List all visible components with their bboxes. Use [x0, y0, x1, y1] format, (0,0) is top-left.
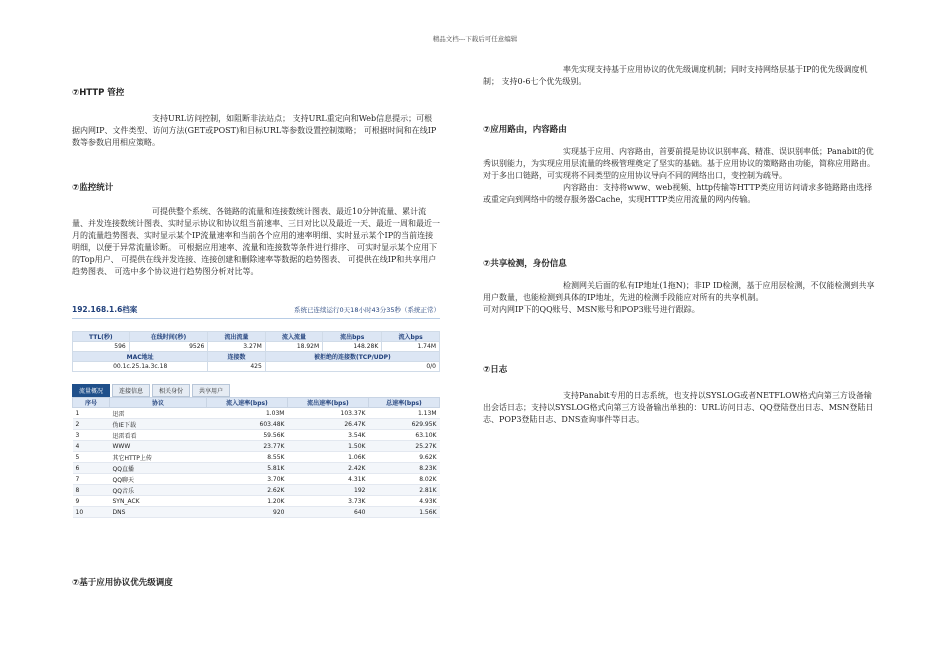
stat-label: 在线时间(秒)	[129, 332, 208, 342]
left-column	[72, 87, 440, 149]
table-cell: 1	[73, 408, 110, 419]
tab-connections[interactable]: 连接信息	[112, 384, 150, 397]
table-cell: DNS	[110, 507, 207, 518]
column-header: 流入速率(bps)	[207, 398, 288, 408]
column-header: 流出速率(bps)	[287, 398, 368, 408]
table-cell: 9	[73, 496, 110, 507]
table-cell: 8.02K	[368, 474, 439, 485]
stat-label: TTL(秒)	[73, 332, 130, 342]
stat-value: 425	[208, 362, 265, 372]
table-cell: 1.13M	[368, 408, 439, 419]
table-row	[73, 463, 440, 474]
table-cell: 迅雷	[110, 408, 207, 419]
tab-traffic-overview[interactable]: 流量概况	[72, 384, 110, 397]
section-body-routing-1: 实现基于应用、内容路由，首要前提是协议识别率高、精准、误识别率低；Panabit的优秀识别能力，为实现应用层流量的终极管理奠定了坚实的基础。基于应用协议的策略路由功能，简称应用路由。对于多出口链路，可实现将不同类型的应用协议导向不同的网络出口，变控制为疏导。	[483, 147, 875, 180]
table-row	[73, 485, 440, 496]
table-cell: 103.37K	[287, 408, 368, 419]
stat-value: 18.92M	[265, 342, 322, 352]
stat-label: 连接数	[208, 352, 265, 362]
table-cell: 1.50K	[287, 441, 368, 452]
screenshot-header	[72, 300, 440, 319]
stat-value: 1.74M	[382, 342, 440, 352]
screenshot-status: 系统已连续运行0天18小时43分35秒（系统正常）	[294, 305, 440, 314]
table-cell: 9.62K	[368, 452, 439, 463]
table-cell: 10	[73, 507, 110, 518]
table-cell: 1.20K	[207, 496, 288, 507]
table-cell: 其它HTTP上传	[110, 452, 207, 463]
table-row	[73, 441, 440, 452]
column-header: 协议	[110, 398, 207, 408]
table-cell: 8.23K	[368, 463, 439, 474]
table-row	[73, 452, 440, 463]
screenshot-title: 192.168.1.6档案	[72, 304, 138, 314]
table-cell: 3	[73, 430, 110, 441]
section-title-priority: ⑦基于应用协议优先级调度	[72, 578, 173, 588]
table-cell: 8	[73, 485, 110, 496]
table-cell: 5.81K	[207, 463, 288, 474]
table-cell: 920	[207, 507, 288, 518]
table-row	[73, 419, 440, 430]
left-column-monitor	[72, 182, 440, 278]
table-cell: QQ音乐	[110, 485, 207, 496]
section-body-shared-1: 检测网关后面的私有IP地址(1拖N)；非IP ID检测，基于应用层检测，不仅能检测到共享用户数量，也能检测到具体的IP地址，先进的检测手段能应对所有的共享机制。	[483, 281, 875, 302]
table-cell: 2	[73, 419, 110, 430]
table-row	[73, 507, 440, 518]
table-cell: 4	[73, 441, 110, 452]
stat-value: 00.1c.25.1a.3c.18	[73, 362, 208, 372]
table-cell: 63.10K	[368, 430, 439, 441]
stat-value: 0/0	[265, 362, 439, 372]
table-cell: 3.70K	[207, 474, 288, 485]
table-cell: 26.47K	[287, 419, 368, 430]
table-cell: 2.62K	[207, 485, 288, 496]
table-cell: 伪IE下载	[110, 419, 207, 430]
table-cell: SYN_ACK	[110, 496, 207, 507]
stat-value: 3.27M	[208, 342, 265, 352]
table-cell: QQ聊天	[110, 474, 207, 485]
table-cell: 2.81K	[368, 485, 439, 496]
table-row	[73, 474, 440, 485]
section-body-priority: 率先实现支持基于应用协议的优先级调度机制；同时支持网络层基于IP的优先级调度机制； 支持0-6七个优先级别。	[483, 65, 868, 86]
table-cell: QQ直播	[110, 463, 207, 474]
left-column-priority	[72, 577, 440, 589]
table-cell: 8.55K	[207, 452, 288, 463]
tab-shared-users[interactable]: 共享用户	[192, 384, 230, 397]
section-title-shared: ⑦共享检测，身份信息	[483, 259, 567, 269]
screenshot-tabs	[72, 384, 440, 397]
table-cell: 1.56K	[368, 507, 439, 518]
table-row	[73, 408, 440, 419]
table-row	[73, 430, 440, 441]
stat-label: 流出流量	[208, 332, 265, 342]
table-cell: 603.48K	[207, 419, 288, 430]
table-cell: 3.54K	[287, 430, 368, 441]
section-body-http: 支持URL访问控制，如阻断非法站点； 支持URL重定向和Web信息提示；可根据内网IP、文件类型、访问方法(GET或POST)和目标URL等参数设置控制策略； 可根据时间和在线IP数等参数启用相应策略。	[72, 114, 437, 147]
table-row	[73, 496, 440, 507]
table-cell: 迅雷看看	[110, 430, 207, 441]
table-cell: 2.42K	[287, 463, 368, 474]
right-column-priority-cont	[483, 64, 878, 88]
table-cell: 192	[287, 485, 368, 496]
table-cell: 23.77K	[207, 441, 288, 452]
embedded-screenshot	[72, 300, 440, 530]
section-title-log: ⑦日志	[483, 365, 508, 375]
tab-identities[interactable]: 相关身份	[152, 384, 190, 397]
stat-label: 流入bps	[382, 332, 440, 342]
stats-table	[72, 331, 440, 372]
section-body-log: 支持Panabit专用的日志系统，也支持以SYSLOG或者NETFLOW格式向第三方设备输出会话日志；支持以SYSLOG格式向第三方设备输出单独的：URL访问日志、QQ登陆登出日志、MSN登陆日志、POP3登陆日志、DNS查询事件等日志。	[483, 391, 874, 424]
column-header: 序号	[73, 398, 110, 408]
table-cell: 59.56K	[207, 430, 288, 441]
table-cell: 4.31K	[287, 474, 368, 485]
section-body-routing-2: 内容路由：支持将www、web视频、http传输等HTTP类应用访问请求多链路路由选择或重定向到网络中的缓存服务器Cache，实现HTTP类应用流量的网内传输。	[483, 183, 873, 204]
right-column-shared	[483, 258, 878, 316]
stat-value: 596	[73, 342, 130, 352]
section-title-monitor: ⑦监控统计	[72, 183, 114, 193]
stat-value: 148.28K	[323, 342, 382, 352]
section-title-routing: ⑦应用路由，内容路由	[483, 125, 567, 135]
table-cell: 629.95K	[368, 419, 439, 430]
table-cell: 6	[73, 463, 110, 474]
table-cell: 4.93K	[368, 496, 439, 507]
flows-table	[72, 397, 440, 518]
section-body-shared-2: 可对内网IP下的QQ账号、MSN账号和POP3账号进行跟踪。	[483, 305, 700, 314]
section-body-monitor: 可提供整个系统、各链路的流量和连接数统计图表、最近10分钟流量、累计流量、并发连接数统计图表、实时显示协议和协议组当前速率、三日对比以及最近一天、最近一周和最近一月的流量趋势图表、实时显示某个IP流量速率和当前各个应用的速率明细、实时显示某个IP的当前连接明细，以便于异常流量诊断。 可根据应用速率、流量和连接数等条件进行排序、 可实时显示某个应用下的Top用户、 可提供在线并发连接、连接创建和删除速率等数据的趋势图表、 可提供在线IP和共享用户趋势图表、 可选中多个协议进行趋势图分析对比等。	[72, 207, 440, 276]
stat-label: 流出bps	[323, 332, 382, 342]
table-cell: 640	[287, 507, 368, 518]
right-column-log	[483, 364, 878, 426]
stat-label: 流入流量	[265, 332, 322, 342]
table-cell: 7	[73, 474, 110, 485]
section-title-http: ⑦HTTP 管控	[72, 88, 125, 98]
flows-body	[73, 408, 440, 518]
column-header: 总速率(bps)	[368, 398, 439, 408]
table-cell: 5	[73, 452, 110, 463]
table-cell: 1.06K	[287, 452, 368, 463]
table-cell: 1.03M	[207, 408, 288, 419]
table-cell: 25.27K	[368, 441, 439, 452]
page-header: 精品文档---下载后可任意编辑	[432, 35, 518, 43]
table-cell: 3.73K	[287, 496, 368, 507]
table-cell: WWW	[110, 441, 207, 452]
right-column-routing	[483, 124, 878, 206]
stat-value: 9526	[129, 342, 208, 352]
stat-label: 被拒绝的连接数(TCP/UDP)	[265, 352, 439, 362]
stat-label: MAC地址	[73, 352, 208, 362]
